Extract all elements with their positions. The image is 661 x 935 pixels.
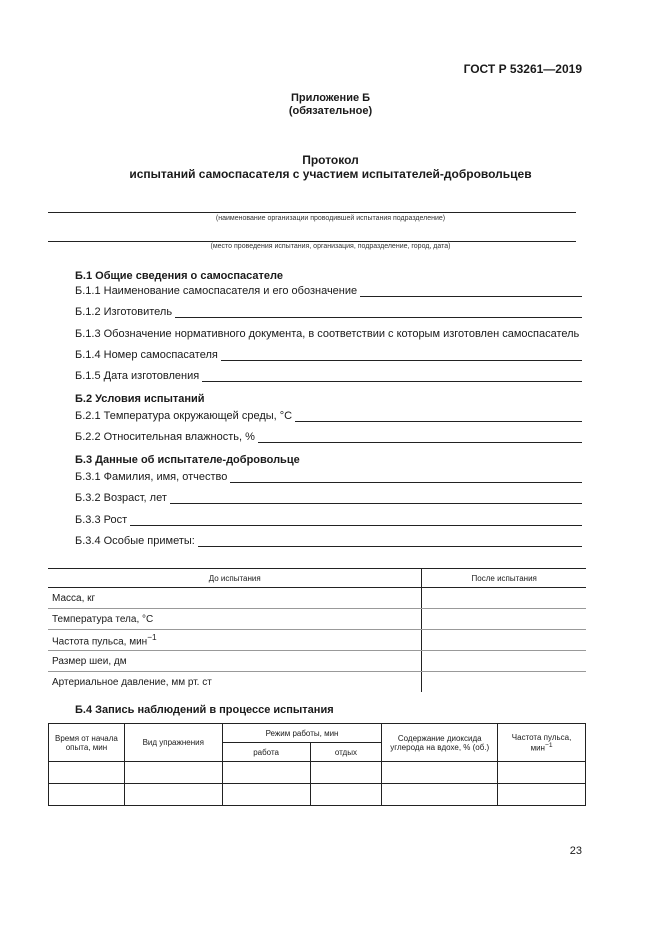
field-b1-2-label: Б.1.2 Изготовитель [75, 306, 173, 318]
field-b3-3[interactable] [75, 514, 582, 526]
field-b3-1-label: Б.3.1 Фамилия, имя, отчество [75, 471, 228, 483]
table-row [48, 672, 586, 693]
protocol-title: Протокол [302, 153, 359, 167]
table-row [48, 630, 586, 651]
field-b3-4-label: Б.3.4 Особые приметы: [75, 535, 195, 547]
field-b3-1-line[interactable] [230, 472, 582, 483]
row-label-mass: Масса, кг [48, 588, 422, 609]
field-b1-3-label: Б.1.3 Обозначение нормативного документа, в соответствии с которым изготовлен самоспасатель [75, 328, 580, 340]
col-co2: Содержание диоксида углерода на вдохе, % (об.) [382, 724, 498, 762]
field-b3-3-line[interactable] [130, 515, 582, 526]
col-work: работа [222, 743, 310, 762]
field-b3-1[interactable] [75, 471, 582, 483]
col-time: Время от начала опыта, мин [49, 724, 125, 762]
col-before: До испытания [48, 569, 422, 588]
field-b1-1[interactable] [75, 285, 582, 297]
col-exercise: Вид упражнения [124, 724, 222, 762]
table-cell[interactable] [310, 762, 382, 784]
row-label-pulse-text: Частота пульса, мин [52, 636, 148, 648]
table-cell[interactable] [124, 762, 222, 784]
row-label-pulse-sup: −1 [147, 632, 157, 643]
field-b1-4-label: Б.1.4 Номер самоспасателя [75, 349, 218, 361]
cell-after-neck[interactable] [422, 651, 586, 672]
field-b3-2-label: Б.3.2 Возраст, лет [75, 492, 167, 504]
organization-line[interactable] [48, 212, 576, 213]
field-b2-2-line[interactable] [258, 432, 582, 443]
field-b1-4-line[interactable] [221, 350, 582, 361]
field-b1-1-line[interactable] [360, 286, 582, 297]
row-label-neck: Размер шеи, дм [48, 651, 422, 672]
row-label-pulse [48, 630, 422, 651]
col-pulse-text: Частота пульса, мин [511, 732, 572, 753]
field-b3-3-label: Б.3.3 Рост [75, 514, 128, 526]
cell-after-pulse[interactable] [422, 630, 586, 651]
field-b2-1-label: Б.2.1 Температура окружающей среды, °С [75, 410, 293, 422]
field-b3-2-line[interactable] [170, 493, 582, 504]
page-number: 23 [569, 845, 582, 857]
cell-after-pressure[interactable] [422, 672, 586, 693]
field-b2-2-label: Б.2.2 Относительная влажность, % [75, 431, 255, 443]
field-b1-4[interactable] [75, 349, 582, 361]
col-pulse-sup: −1 [544, 741, 553, 749]
section-b1-title: Б.1 Общие сведения о самоспасателе [75, 270, 283, 282]
field-b3-4-line[interactable] [198, 536, 582, 547]
place-caption: (место проведения испытания, организация, подразделение, город, дата) [210, 243, 451, 250]
cell-after-mass[interactable] [422, 588, 586, 609]
table-cell[interactable] [124, 784, 222, 806]
annex-title: Приложение Б [290, 92, 371, 104]
field-b1-3[interactable] [75, 328, 582, 340]
row-label-temperature: Температура тела, °С [48, 609, 422, 630]
field-b2-2[interactable] [75, 431, 582, 443]
table-cell[interactable] [498, 762, 586, 784]
col-pulse [498, 724, 586, 762]
table-cell[interactable] [222, 762, 310, 784]
table-row [48, 651, 586, 672]
col-rest: отдых [310, 743, 382, 762]
table-cell[interactable] [49, 762, 125, 784]
table-row [49, 784, 586, 806]
field-b3-2[interactable] [75, 492, 582, 504]
tester-table [48, 568, 586, 692]
col-mode: Режим работы, мин [222, 724, 382, 743]
table-row [48, 609, 586, 630]
cell-after-temperature[interactable] [422, 609, 586, 630]
field-b1-5-line[interactable] [202, 371, 582, 382]
section-b3-title: Б.3 Данные об испытателе-добровольце [75, 454, 300, 466]
table-cell[interactable] [310, 784, 382, 806]
annex-type: (обязательное) [288, 105, 373, 117]
table-cell[interactable] [498, 784, 586, 806]
table-cell[interactable] [382, 762, 498, 784]
table-row [48, 588, 586, 609]
field-b1-2[interactable] [75, 306, 582, 318]
section-b2-title: Б.2 Условия испытаний [75, 393, 205, 405]
field-b3-4[interactable] [75, 535, 582, 547]
field-b1-2-line[interactable] [175, 307, 582, 318]
protocol-subtitle: испытаний самоспасателя с участием испытателей-добровольцев [129, 167, 532, 181]
field-b1-1-label: Б.1.1 Наименование самоспасателя и его обозначение [75, 285, 358, 297]
standard-code: ГОСТ Р 53261—2019 [463, 62, 582, 76]
place-line[interactable] [48, 241, 576, 242]
field-b2-1-line[interactable] [295, 411, 582, 422]
col-after: После испытания [422, 569, 586, 588]
organization-caption: (наименование организации проводившей испытания подразделение) [215, 215, 446, 222]
table-cell[interactable] [222, 784, 310, 806]
field-b1-5-label: Б.1.5 Дата изготовления [75, 370, 200, 382]
section-b4-title: Б.4 Запись наблюдений в процессе испытания [75, 704, 334, 716]
table-cell[interactable] [382, 784, 498, 806]
observation-table [48, 723, 586, 806]
table-row [49, 762, 586, 784]
row-label-pressure: Артериальное давление, мм рт. ст [52, 676, 212, 688]
field-b2-1[interactable] [75, 410, 582, 422]
table-cell[interactable] [49, 784, 125, 806]
field-b1-5[interactable] [75, 370, 582, 382]
